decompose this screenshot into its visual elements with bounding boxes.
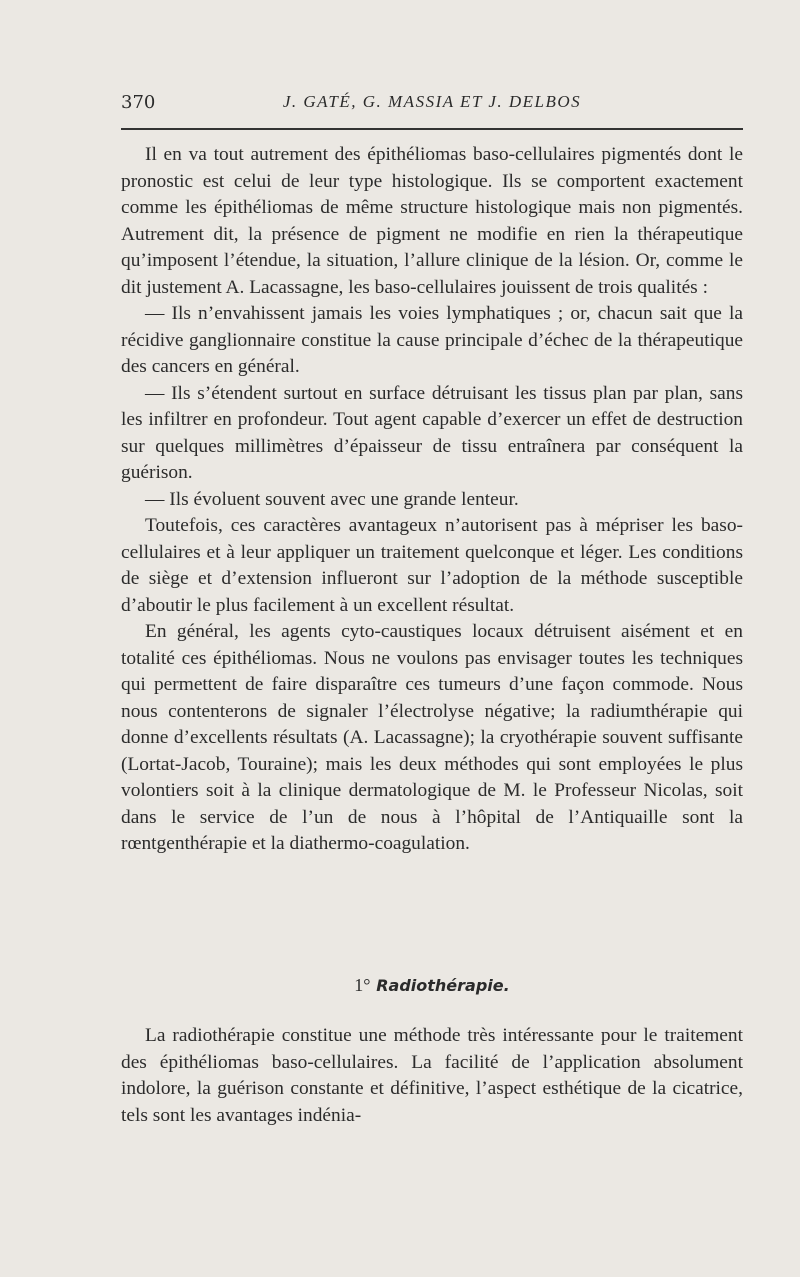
paragraph: — Ils s’étendent surtout en surface détruisant les tissus plan par plan, sans les infiltrer en profondeur. Tout agent capable d’exercer un effet de destruction sur quelques millimètres d’épaisseur de tissu entraînera par conséquent la guérison. bbox=[121, 382, 743, 483]
page-number: 370 bbox=[121, 92, 156, 113]
paragraph: La radiothérapie constitue une méthode très intéressante pour le traitement des épithéliomas baso-cellulaires. La facilité de l’application absolument indolore, la guérison constante et définitive, l’aspect esthétique de la cicatrice, tels sont les avantages indénia- bbox=[121, 1025, 743, 1126]
running-head: J. GATÉ, G. MASSIA ET J. DELBOS bbox=[282, 92, 582, 111]
section-body bbox=[121, 1023, 743, 1129]
header-rule bbox=[121, 128, 743, 130]
paragraph: Toutefois, ces caractères avantageux n’autorisent pas à mépriser les baso-cellulaires et à leur appliquer un traitement quelconque et léger. Les conditions de siège et d’extension influeront sur l’adoption de la méthode susceptible d’aboutir le plus facilement à un excellent résultat. bbox=[121, 515, 743, 616]
section-title: Radiothérapie. bbox=[376, 976, 510, 995]
paragraph: — Ils évoluent souvent avec une grande lenteur. bbox=[145, 488, 519, 510]
paragraph: — Ils n’envahissent jamais les voies lymphatiques ; or, chacun sait que la récidive ganglionnaire constitue la cause principale d’échec de la thérapeutique des cancers en général. bbox=[121, 303, 743, 377]
section-number: 1° bbox=[354, 975, 371, 995]
section-heading bbox=[121, 972, 743, 999]
page-header bbox=[121, 92, 743, 122]
body-text bbox=[121, 142, 743, 858]
paragraph: Il en va tout autrement des épithéliomas baso-cellulaires pigmentés dont le pronostic est celui de leur type histologique. Ils se comportent exactement comme les épithéliomas de même structure histologique mais non pigmentés. Autrement dit, la présence de pigment ne modifie en rien la thérapeutique qu’imposent l’étendue, la situation, l’allure clinique de la lésion. Or, comme le dit justement A. Lacassagne, les baso-cellulaires jouissent de trois qualités : bbox=[121, 144, 743, 298]
paragraph: En général, les agents cyto-caustiques locaux détruisent aisément et en totalité ces épithéliomas. Nous ne voulons pas envisager toutes les techniques qui permettent de faire disparaître ces tumeurs d’une façon commode. Nous nous contenterons de signaler l’électrolyse négative; la radiumthérapie qui donne d’excellents résultats (A. Lacassagne); la cryothérapie souvent suffisante (Lortat-Jacob, Touraine); mais les deux méthodes qui sont employées le plus volontiers soit à la clinique dermatologique de M. le Professeur Nicolas, soit dans le service de l’un de nous à l’hôpital de l’Antiquaille sont la rœntgenthérapie et la diathermo-coagulation. bbox=[121, 621, 743, 854]
